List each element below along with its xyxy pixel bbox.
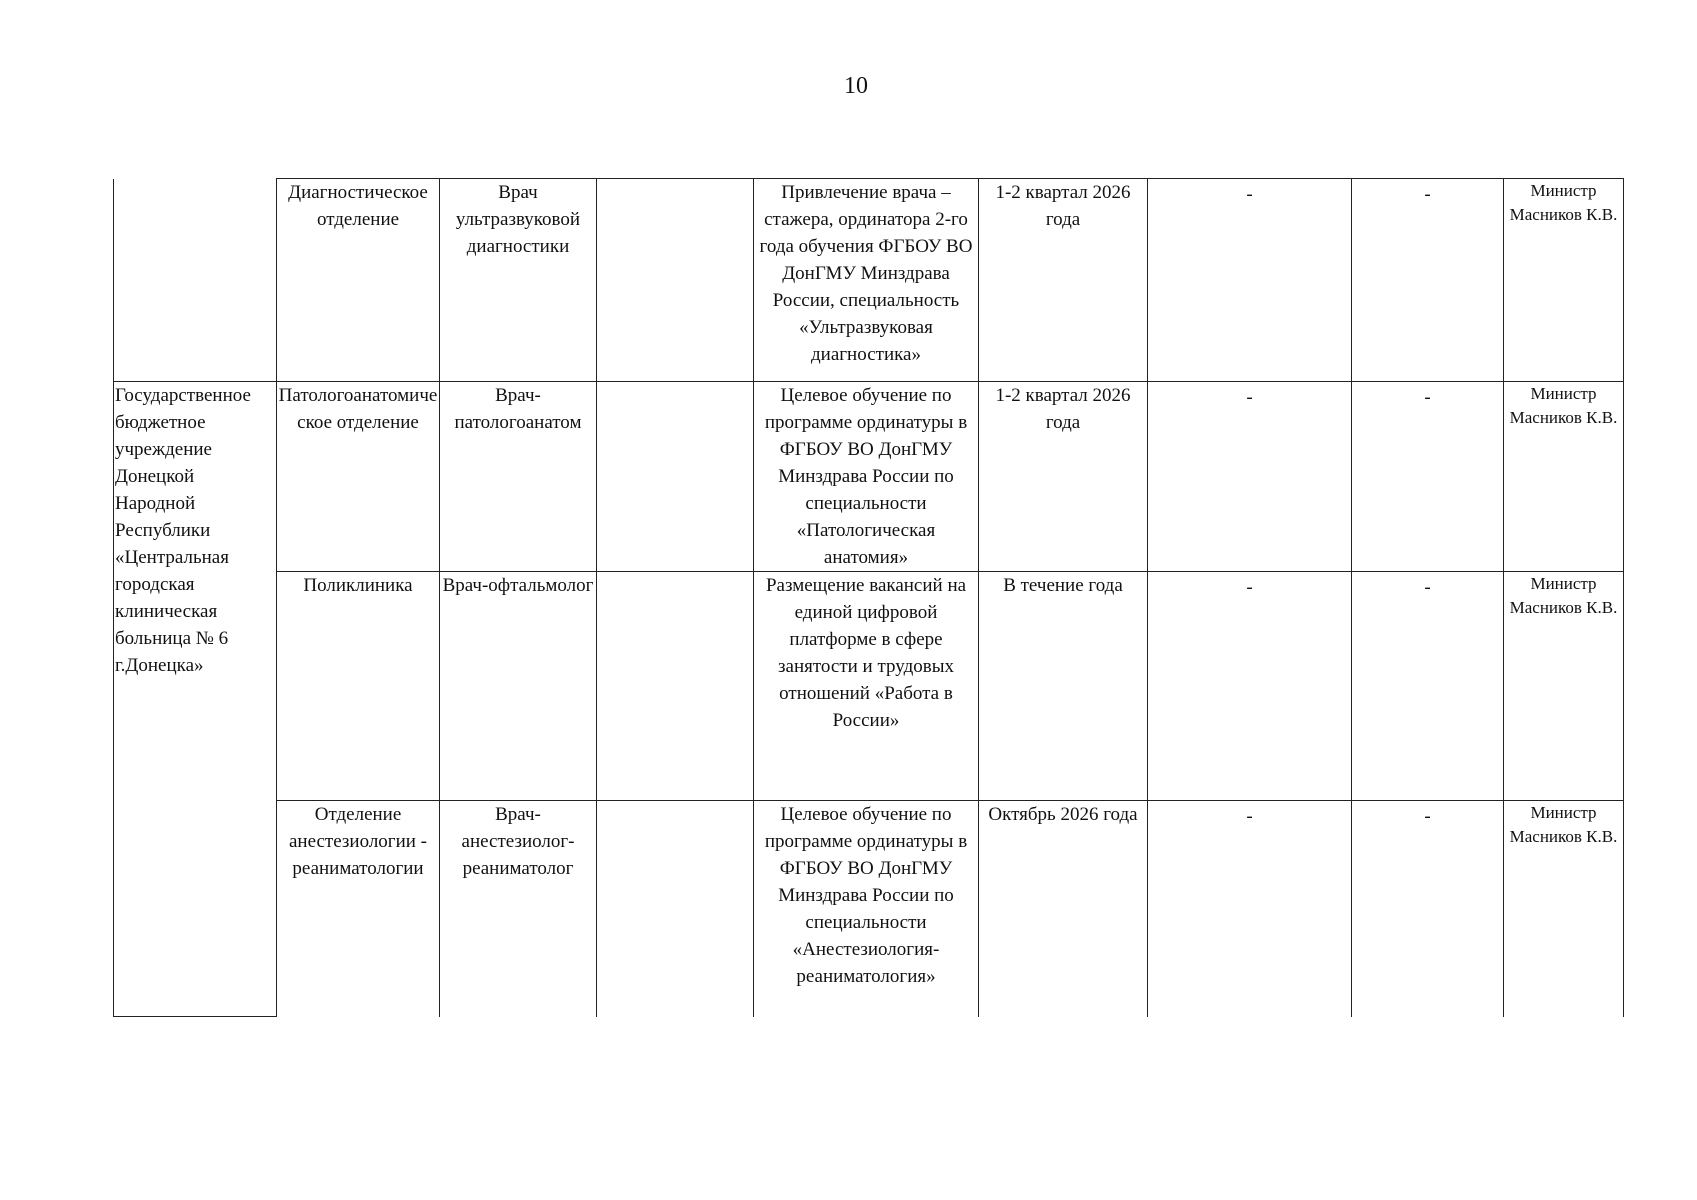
deadline-cell: В течение года [979, 572, 1148, 801]
table-row [114, 179, 1624, 382]
responsible-cell: Министр Масников К.В. [1504, 179, 1624, 382]
col7-cell: - [1148, 801, 1352, 1017]
deadline-cell: 1-2 квартал 2026 года [979, 382, 1148, 572]
position-cell: Врач-офтальмолог [440, 572, 597, 801]
deadline-cell: Октябрь 2026 года [979, 801, 1148, 1017]
department-cell: Отделение анестезиологии - реаниматологии [277, 801, 440, 1017]
count-cell [597, 572, 754, 801]
measure-cell: Привлечение врача – стажера, ординатора 2-го года обучения ФГБОУ ВО ДонГМУ Минздрава России, специальность «Ультразвуковая диагностика» [754, 179, 979, 382]
table-row [114, 572, 1624, 801]
responsible-cell: Министр Масников К.В. [1504, 572, 1624, 801]
position-cell: Врач-анестезиолог-реаниматолог [440, 801, 597, 1017]
department-cell: Поликлиника [277, 572, 440, 801]
col7-cell: - [1148, 382, 1352, 572]
table-row [114, 801, 1624, 1017]
col8-cell: - [1352, 179, 1504, 382]
department-cell: Диагностическое отделение [277, 179, 440, 382]
department-cell: Патологоанатомическое отделение [277, 382, 440, 572]
position-cell: Врач ультразвуковой диагностики [440, 179, 597, 382]
organization-cell: Государственное бюджетное учреждение Донецкой Народной Республики «Центральная городская клиническая больница № 6 г.Донецка» [114, 382, 277, 1017]
count-cell [597, 801, 754, 1017]
position-cell: Врач-патологоанатом [440, 382, 597, 572]
col8-cell: - [1352, 572, 1504, 801]
col7-cell: - [1148, 179, 1352, 382]
table-row [114, 382, 1624, 572]
col7-cell: - [1148, 572, 1352, 801]
responsible-cell: Министр Масников К.В. [1504, 801, 1624, 1017]
organization-cell-empty [114, 179, 277, 382]
deadline-cell: 1-2 квартал 2026 года [979, 179, 1148, 382]
col8-cell: - [1352, 801, 1504, 1017]
responsible-cell: Министр Масников К.В. [1504, 382, 1624, 572]
measure-cell: Целевое обучение по программе ординатуры в ФГБОУ ВО ДонГМУ Минздрава России по специальности «Анестезиология-реаниматология» [754, 801, 979, 1017]
col8-cell: - [1352, 382, 1504, 572]
page-number: 10 [844, 73, 868, 99]
count-cell [597, 382, 754, 572]
measure-cell: Целевое обучение по программе ординатуры в ФГБОУ ВО ДонГМУ Минздрава России по специальности «Патологическая анатомия» [754, 382, 979, 572]
staffing-plan-table [113, 178, 1624, 1017]
measure-cell: Размещение вакансий на единой цифровой платформе в сфере занятости и трудовых отношений «Работа в России» [754, 572, 979, 801]
count-cell [597, 179, 754, 382]
